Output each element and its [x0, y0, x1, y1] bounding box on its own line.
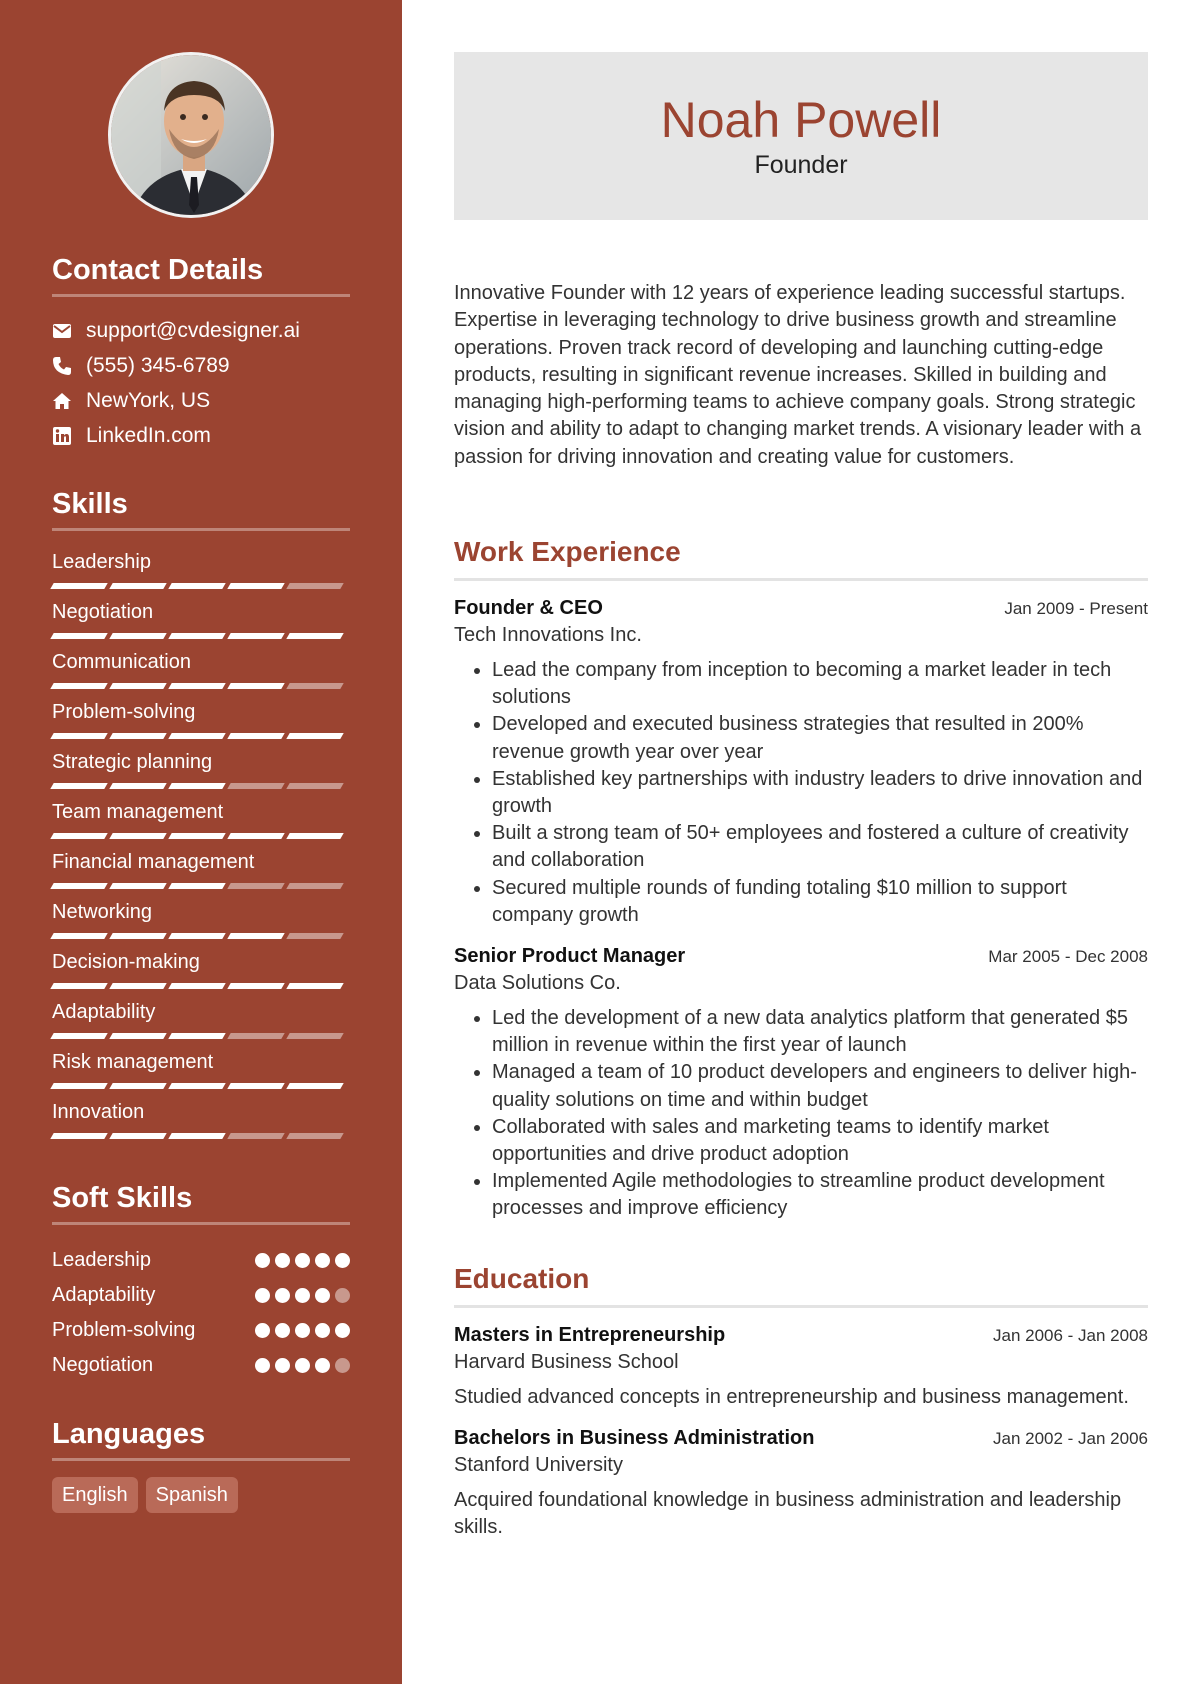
skill-level-segment — [50, 633, 107, 639]
work-experience-section — [454, 534, 1148, 1223]
skill-level-segment — [109, 1083, 166, 1089]
skill-level-segment — [168, 733, 225, 739]
skill-level-segment — [109, 933, 166, 939]
degree-title: Masters in Entrepreneurship — [454, 1324, 726, 1346]
language-list — [52, 1477, 350, 1513]
skill-item — [52, 997, 350, 1047]
rating-dot — [335, 1323, 350, 1338]
skill-level-segment — [286, 883, 343, 889]
soft-skill-item — [52, 1278, 350, 1313]
skill-level-segment — [50, 583, 107, 589]
contact-location-text: NewYork, US — [86, 388, 211, 412]
skill-level-segment — [50, 683, 107, 689]
school-name: Stanford University — [454, 1454, 623, 1477]
education-description: Studied advanced concepts in entrepreneurship and business management. — [454, 1386, 1129, 1408]
skill-level-segment — [50, 883, 107, 889]
skill-item — [52, 697, 350, 747]
skill-level-segment — [227, 1083, 284, 1089]
rating-dot — [275, 1358, 290, 1373]
rating-dot — [315, 1358, 330, 1373]
contact-linkedin[interactable] — [52, 418, 350, 453]
skill-name: Leadership — [52, 551, 151, 573]
skill-level-segment — [109, 733, 166, 739]
skill-level-segment — [286, 733, 343, 739]
job-bullets — [454, 657, 1148, 929]
skill-level-segment — [168, 983, 225, 989]
skill-level-segment — [109, 1133, 166, 1139]
skill-level-segment — [109, 983, 166, 989]
skill-level-bar — [52, 783, 350, 789]
rating-dot — [255, 1358, 270, 1373]
skill-level-segment — [50, 983, 107, 989]
soft-skill-item — [52, 1243, 350, 1278]
summary-text: Innovative Founder with 12 years of experience leading successful startups. Expertise in leveraging technology to drive business growth and streamline operations. Proven track record of developing and launching cutting-edge products, resulting in significant revenue increases. Skilled in building and managing high-performing teams to achieve company goals. Strong strategic vision and ability to adapt to changing market trends. A visionary leader with a passion for driving innovation and creating value for customers. — [454, 282, 1142, 468]
skill-level-bar — [52, 583, 350, 589]
job-bullets — [454, 1005, 1148, 1223]
skill-level-segment — [286, 683, 343, 689]
skill-item — [52, 547, 350, 597]
skill-level-bar — [52, 683, 350, 689]
skill-name: Strategic planning — [52, 751, 213, 773]
job-entry — [454, 595, 1148, 929]
education-date: Jan 2002 - Jan 2006 — [992, 1429, 1148, 1449]
job-bullet: • Led the development of a new data analytics platform that generated $5 million in revenue within the first year of launch — [492, 1005, 1148, 1059]
rating-dot — [315, 1323, 330, 1338]
soft-skill-list — [52, 1243, 350, 1383]
rating-dot — [295, 1288, 310, 1303]
contact-location — [52, 383, 350, 418]
languages-heading: Languages — [52, 1418, 206, 1450]
skill-level-segment — [227, 983, 284, 989]
soft-skill-rating — [255, 1253, 350, 1268]
skill-level-segment — [286, 833, 343, 839]
name-header — [454, 52, 1148, 220]
skill-name: Networking — [52, 901, 153, 923]
home-icon — [52, 391, 72, 411]
skill-level-segment — [286, 983, 343, 989]
skill-level-segment — [109, 783, 166, 789]
skill-level-segment — [50, 933, 107, 939]
job-bullet: • Built a strong team of 50+ employees and fostered a culture of creativity and collaboration — [492, 820, 1148, 874]
job-bullet: • Implemented Agile methodologies to streamline product development processes and improve efficiency — [492, 1168, 1148, 1222]
rating-dot — [255, 1323, 270, 1338]
job-bullet: • Managed a team of 10 product developers and engineers to deliver high-quality solutions on time and within budget — [492, 1059, 1148, 1113]
divider — [454, 1305, 1148, 1308]
soft-skill-rating — [255, 1358, 350, 1373]
skill-name: Negotiation — [52, 601, 154, 623]
skill-level-segment — [109, 683, 166, 689]
contact-phone[interactable] — [52, 348, 350, 383]
education-heading: Education — [454, 1263, 590, 1294]
skill-name: Communication — [52, 651, 191, 673]
skill-level-segment — [168, 683, 225, 689]
skill-name: Decision-making — [52, 951, 200, 973]
skill-level-segment — [227, 1133, 284, 1139]
skill-level-segment — [168, 633, 225, 639]
skill-level-segment — [168, 883, 225, 889]
soft-skill-name: Leadership — [52, 1249, 151, 1271]
contact-email-text: support@cvdesigner.ai — [86, 318, 300, 342]
linkedin-icon — [52, 426, 72, 446]
skill-level-bar — [52, 633, 350, 639]
phone-icon — [52, 356, 72, 376]
skill-level-segment — [286, 633, 343, 639]
company-name: Tech Innovations Inc. — [454, 624, 642, 646]
skill-item — [52, 947, 350, 997]
rating-dot — [295, 1323, 310, 1338]
job-bullet: • Collaborated with sales and marketing teams to identify market opportunities and drive product adoption — [492, 1114, 1148, 1168]
rating-dot — [255, 1288, 270, 1303]
degree-title: Bachelors in Business Administration — [454, 1427, 815, 1450]
skills-heading: Skills — [52, 488, 128, 520]
skill-level-segment — [286, 1083, 343, 1089]
rating-dot — [335, 1253, 350, 1268]
job-date: Jan 2009 - Present — [1004, 599, 1148, 618]
skill-level-segment — [227, 683, 284, 689]
skill-level-segment — [227, 933, 284, 939]
education-section — [454, 1261, 1148, 1542]
skill-level-bar — [52, 833, 350, 839]
education-entry — [454, 1322, 1148, 1411]
rating-dot — [275, 1253, 290, 1268]
skill-level-segment — [227, 1033, 284, 1039]
skill-level-segment — [168, 1083, 225, 1089]
contact-email[interactable] — [52, 313, 350, 348]
soft-skills-heading: Soft Skills — [52, 1182, 193, 1214]
rating-dot — [315, 1288, 330, 1303]
skill-level-segment — [227, 833, 284, 839]
divider — [454, 578, 1148, 581]
education-description: Acquired foundational knowledge in business administration and leadership skills. — [454, 1489, 1122, 1539]
skill-level-segment — [109, 883, 166, 889]
soft-skill-rating — [255, 1323, 350, 1338]
contact-linkedin-text: LinkedIn.com — [86, 423, 211, 447]
rating-dot — [275, 1323, 290, 1338]
skill-item — [52, 747, 350, 797]
skill-item — [52, 647, 350, 697]
soft-skill-name: Negotiation — [52, 1354, 154, 1376]
soft-skills-section — [52, 1178, 350, 1383]
contact-heading: Contact Details — [52, 254, 264, 286]
soft-skill-item — [52, 1313, 350, 1348]
skill-level-segment — [227, 883, 284, 889]
person-title: Founder — [754, 151, 848, 179]
skill-item — [52, 1047, 350, 1097]
skill-level-segment — [50, 783, 107, 789]
divider — [52, 1458, 350, 1461]
rating-dot — [295, 1253, 310, 1268]
languages-section — [52, 1414, 350, 1513]
skill-level-segment — [109, 633, 166, 639]
skill-level-segment — [286, 1133, 343, 1139]
skill-level-segment — [227, 633, 284, 639]
skill-level-segment — [286, 933, 343, 939]
skill-name: Problem-solving — [52, 701, 196, 723]
skill-level-segment — [50, 733, 107, 739]
language-tag: Spanish — [146, 1477, 238, 1513]
job-date: Mar 2005 - Dec 2008 — [988, 947, 1148, 967]
job-title: Senior Product Manager — [454, 945, 686, 968]
skill-level-segment — [286, 1033, 343, 1039]
skill-level-segment — [168, 833, 225, 839]
skill-level-bar — [52, 1133, 350, 1139]
person-name: Noah Powell — [660, 92, 942, 148]
skill-list — [52, 547, 350, 1147]
skill-name: Team management — [52, 801, 224, 823]
skill-name: Risk management — [52, 1051, 214, 1073]
skill-level-bar — [52, 1033, 350, 1039]
soft-skill-name: Adaptability — [52, 1284, 156, 1306]
rating-dot — [295, 1358, 310, 1373]
soft-skill-name: Problem-solving — [52, 1319, 196, 1341]
education-date: Jan 2006 - Jan 2008 — [992, 1326, 1148, 1345]
skill-level-segment — [50, 1083, 107, 1089]
rating-dot — [275, 1288, 290, 1303]
skill-level-segment — [168, 933, 225, 939]
rating-dot — [315, 1253, 330, 1268]
profile-photo — [108, 52, 274, 218]
skill-name: Financial management — [52, 851, 255, 873]
divider — [52, 528, 350, 531]
rating-dot — [335, 1358, 350, 1373]
skill-level-bar — [52, 733, 350, 739]
job-title: Founder & CEO — [454, 597, 603, 619]
skill-level-segment — [168, 783, 225, 789]
job-entry — [454, 943, 1148, 1223]
skill-level-bar — [52, 883, 350, 889]
job-bullet: • Secured multiple rounds of funding totaling $10 million to support company growth — [492, 875, 1148, 929]
skill-level-segment — [50, 1133, 107, 1139]
job-bullet: • Established key partnerships with industry leaders to drive innovation and growth — [492, 766, 1148, 820]
contact-section — [52, 250, 350, 453]
language-tag: English — [52, 1477, 138, 1513]
skill-level-segment — [109, 583, 166, 589]
skill-level-segment — [227, 783, 284, 789]
skill-item — [52, 597, 350, 647]
divider — [52, 1222, 350, 1225]
skill-level-segment — [168, 1133, 225, 1139]
education-entry — [454, 1425, 1148, 1541]
skill-item — [52, 797, 350, 847]
skill-level-segment — [227, 733, 284, 739]
envelope-icon — [52, 321, 72, 341]
work-heading: Work Experience — [454, 536, 681, 567]
profile-photo-image — [111, 55, 274, 218]
contact-list — [52, 313, 350, 453]
skill-level-segment — [286, 783, 343, 789]
job-bullet: • Developed and executed business strategies that resulted in 200% revenue growth year over year — [492, 711, 1148, 765]
sidebar — [0, 0, 402, 1684]
skill-level-bar — [52, 933, 350, 939]
skill-level-segment — [227, 583, 284, 589]
skill-level-segment — [168, 583, 225, 589]
skill-name: Innovation — [52, 1101, 145, 1123]
skill-level-segment — [109, 1033, 166, 1039]
company-name: Data Solutions Co. — [454, 972, 621, 995]
skill-name: Adaptability — [52, 1001, 156, 1023]
skill-item — [52, 1097, 350, 1147]
soft-skill-rating — [255, 1288, 350, 1303]
soft-skill-item — [52, 1348, 350, 1383]
job-bullet: • Lead the company from inception to becoming a market leader in tech solutions — [492, 657, 1148, 711]
skill-item — [52, 897, 350, 947]
skill-level-segment — [109, 833, 166, 839]
divider — [52, 294, 350, 297]
skill-level-bar — [52, 983, 350, 989]
skills-section — [52, 484, 350, 1147]
school-name: Harvard Business School — [454, 1351, 679, 1373]
contact-phone-text: (555) 345-6789 — [86, 353, 230, 377]
skill-level-segment — [50, 1033, 107, 1039]
rating-dot — [255, 1253, 270, 1268]
skill-level-segment — [286, 583, 343, 589]
skill-level-segment — [168, 1033, 225, 1039]
rating-dot — [335, 1288, 350, 1303]
skill-level-segment — [50, 833, 107, 839]
skill-item — [52, 847, 350, 897]
skill-level-bar — [52, 1083, 350, 1089]
